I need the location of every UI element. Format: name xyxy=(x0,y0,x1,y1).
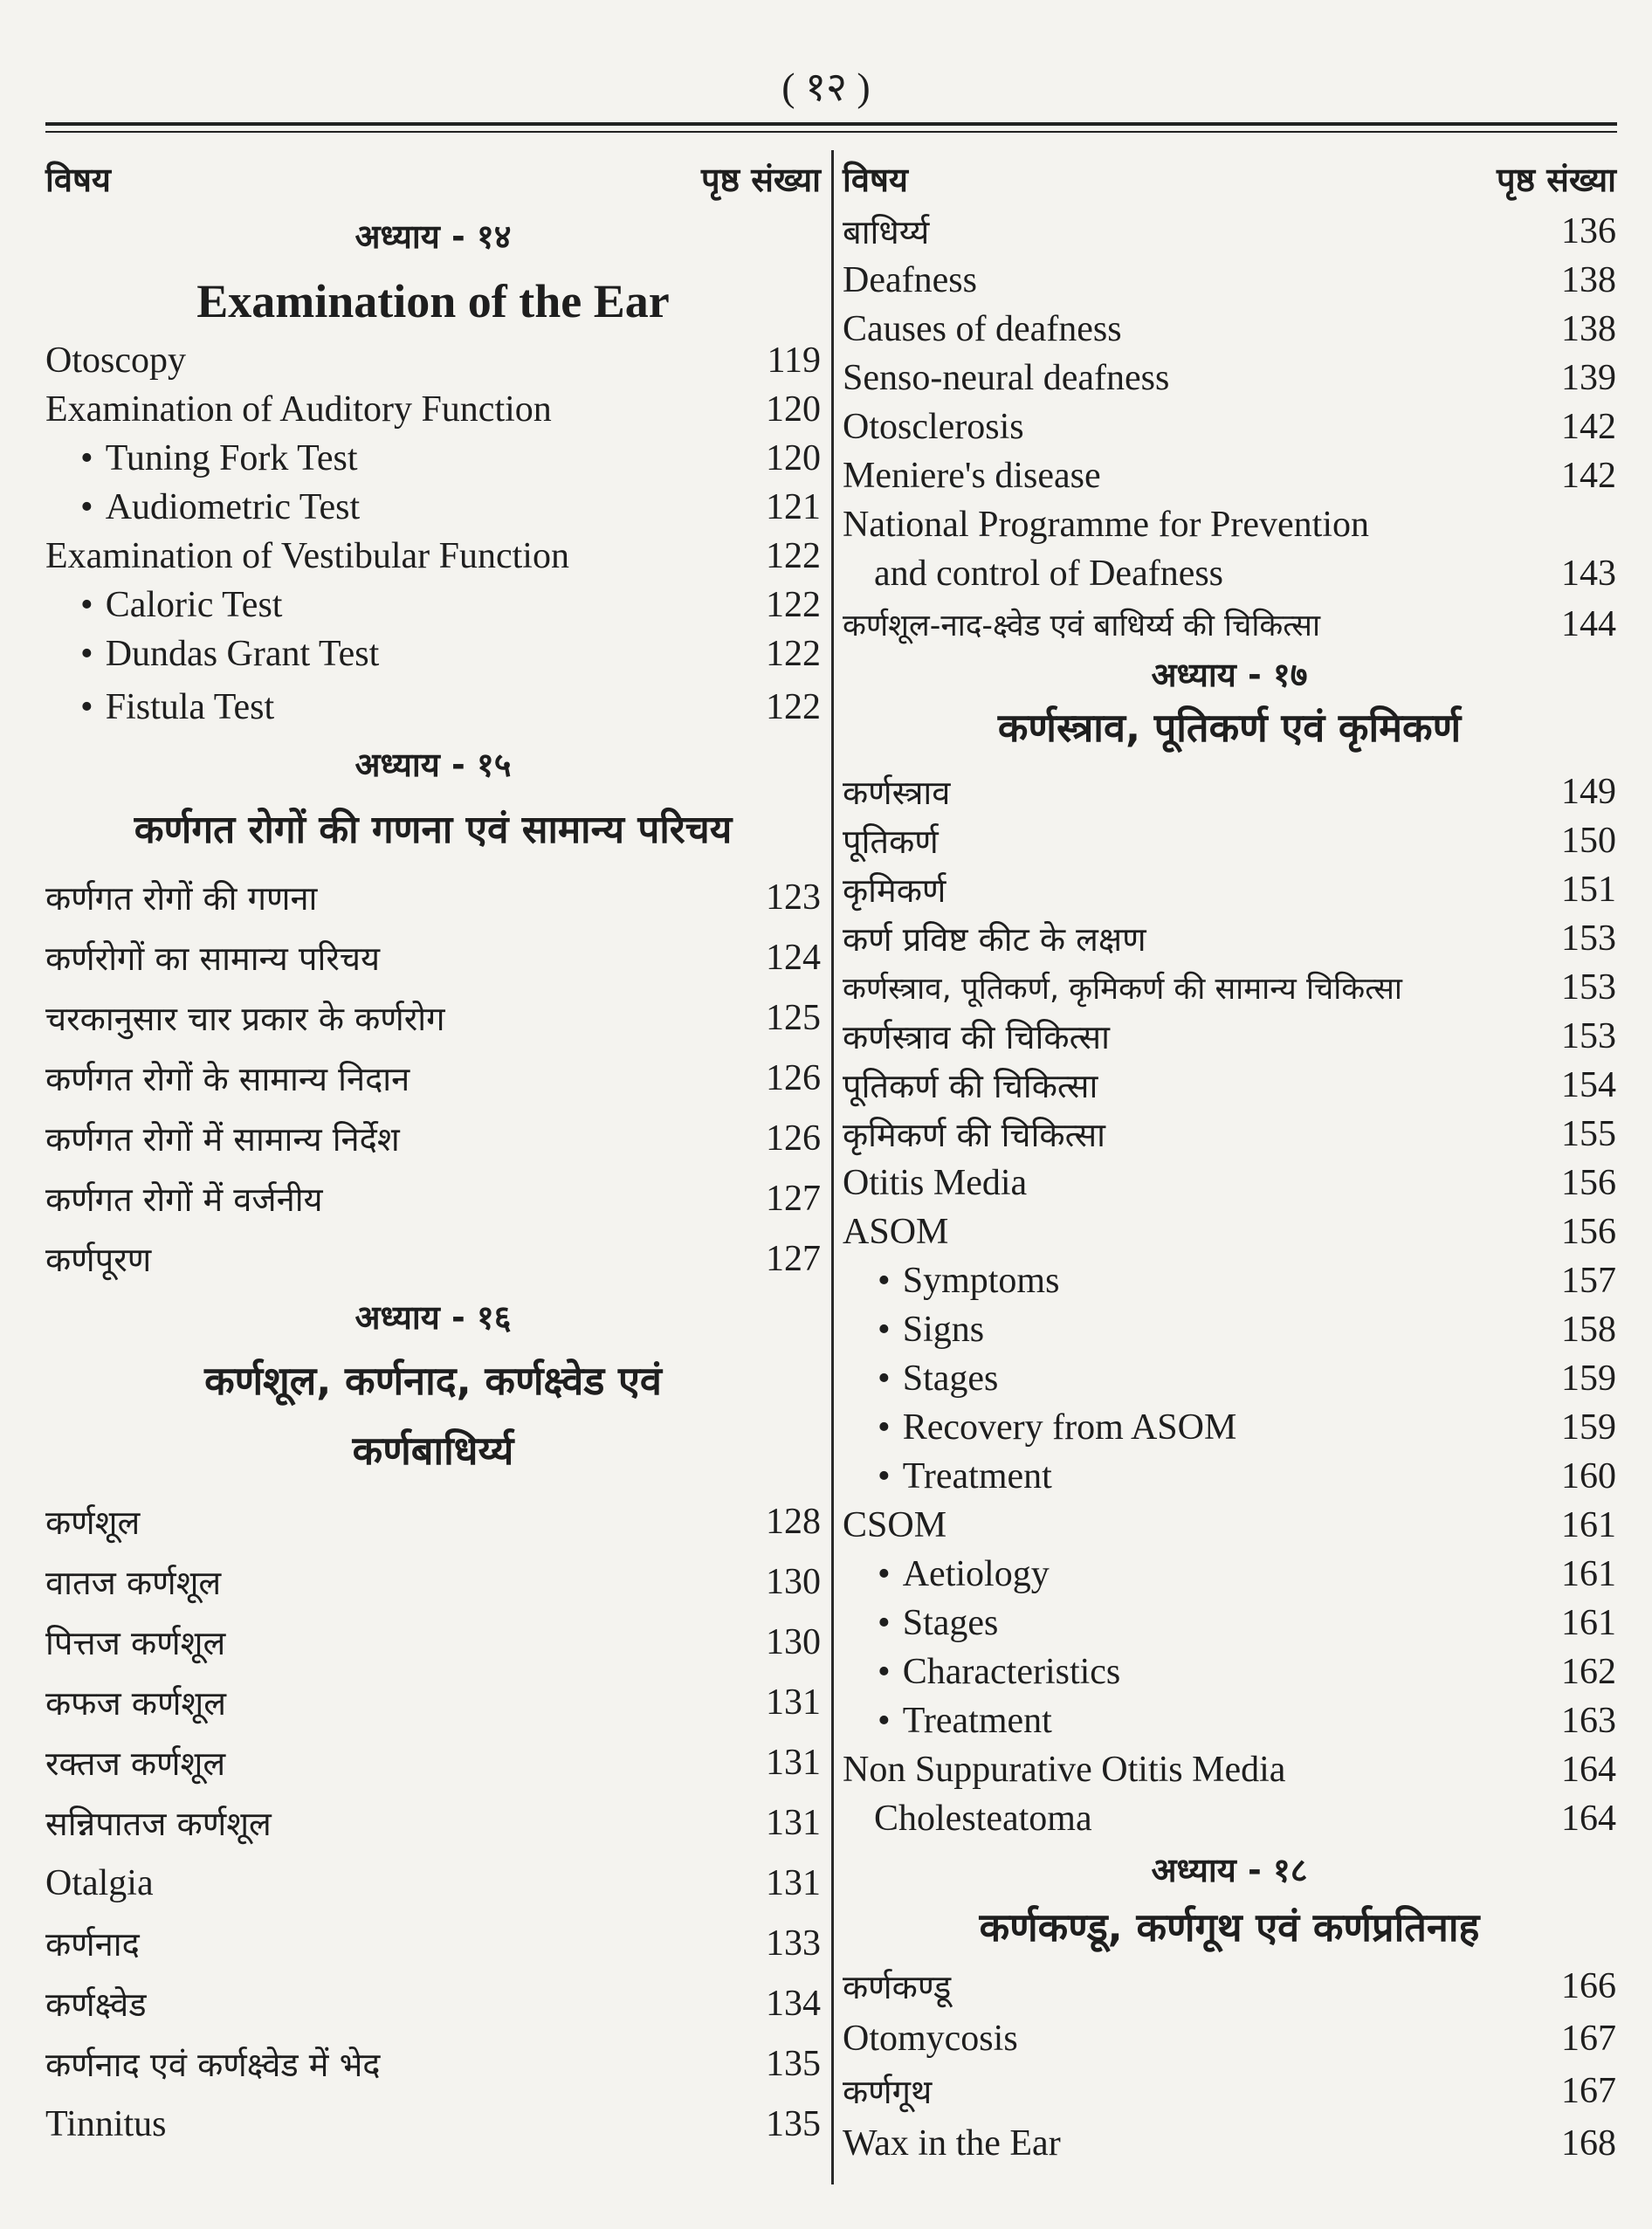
entry-label: CSOM xyxy=(843,1505,947,1545)
entry-page: 128 xyxy=(766,1501,821,1542)
toc-entry xyxy=(843,1696,1616,1745)
toc-entry xyxy=(843,1501,1616,1550)
entry-label: Otoscopy xyxy=(45,341,186,381)
entry-label: पूतिकर्ण xyxy=(843,822,939,861)
toc-entry xyxy=(843,816,1616,865)
entry-page: 122 xyxy=(766,687,821,727)
entry-label: कर्णगत रोगों में सामान्य निर्देश xyxy=(45,1119,400,1159)
entry-label: • Characteristics xyxy=(878,1651,1120,1693)
entry-label: वातज कर्णशूल xyxy=(45,1563,222,1602)
toc-entry xyxy=(45,927,821,987)
page-heading: पृष्ठ संख्या xyxy=(1497,161,1616,199)
toc-entry xyxy=(45,532,821,581)
entry-page: 155 xyxy=(1561,1114,1616,1154)
entry-page: 121 xyxy=(766,487,821,527)
toc-entry xyxy=(843,963,1616,1012)
entry-label: पित्तज कर्णशूल xyxy=(45,1623,226,1662)
entry-page: 167 xyxy=(1561,2019,1616,2059)
entry-page: 158 xyxy=(1561,1310,1616,1350)
entry-label: • Caloric Test xyxy=(80,584,282,626)
entry-page: 131 xyxy=(766,1802,821,1843)
entry-page: 162 xyxy=(1561,1652,1616,1692)
chapter-title: कर्णस्त्राव, पूतिकर्ण एवं कृमिकर्ण xyxy=(997,705,1462,751)
toc-entry xyxy=(843,1403,1616,1452)
toc-entry xyxy=(843,1354,1616,1403)
toc-entry xyxy=(45,678,821,736)
entry-page: 139 xyxy=(1561,358,1616,398)
chapter-heading: अध्याय - १६ xyxy=(354,1298,512,1337)
column-divider xyxy=(831,150,834,2184)
chapter-heading: अध्याय - १८ xyxy=(1151,1851,1308,1889)
subject-heading: विषय xyxy=(45,161,111,199)
entry-label: Meniere's disease xyxy=(843,456,1101,496)
toc-entry xyxy=(45,2094,821,2154)
entry-page: 138 xyxy=(1561,260,1616,300)
entry-label: • Dundas Grant Test xyxy=(80,633,379,675)
entry-label: Deafness xyxy=(843,260,977,300)
entry-page: 168 xyxy=(1561,2123,1616,2164)
entry-page: 164 xyxy=(1561,1799,1616,1839)
entry-label: Wax in the Ear xyxy=(843,2123,1061,2164)
column-header xyxy=(843,153,1616,207)
entry-label: Tinnitus xyxy=(45,2103,167,2144)
entry-page: 150 xyxy=(1561,821,1616,861)
toc-entry xyxy=(843,1648,1616,1696)
chapter-heading: अध्याय - १५ xyxy=(354,746,512,784)
entry-page: 156 xyxy=(1561,1212,1616,1252)
entry-label: चरकानुसार चार प्रकार के कर्णरोग xyxy=(45,999,445,1038)
entry-label: • Symptoms xyxy=(878,1260,1059,1302)
toc-entry xyxy=(45,1048,821,1108)
toc-entry xyxy=(843,1599,1616,1648)
toc-entry xyxy=(843,305,1616,354)
entry-label: पूतिकर्ण की चिकित्सा xyxy=(843,1067,1098,1105)
entry-page: 153 xyxy=(1561,967,1616,1008)
entry-label: कर्णरोगों का सामान्य परिचय xyxy=(45,939,381,978)
entry-label: कर्णनाद xyxy=(45,1924,140,1964)
toc-entry xyxy=(843,1550,1616,1599)
toc-entry xyxy=(843,1159,1616,1207)
entry-label: • Treatment xyxy=(878,1700,1052,1742)
toc-entry xyxy=(45,483,821,532)
right-column xyxy=(843,153,1616,2170)
entry-label: • Stages xyxy=(878,1602,998,1644)
entry-label: Non Suppurative Otitis Media xyxy=(843,1750,1286,1790)
header-rule xyxy=(45,122,1617,126)
toc-entry xyxy=(843,402,1616,451)
entry-label: Otitis Media xyxy=(843,1163,1028,1203)
toc-entry xyxy=(45,1853,821,1913)
toc-entry xyxy=(45,1973,821,2033)
column-header xyxy=(45,153,821,207)
toc-entry xyxy=(45,1228,821,1289)
entry-page: 133 xyxy=(766,1923,821,1964)
entry-label: Otalgia xyxy=(45,1862,154,1903)
toc-entry xyxy=(45,434,821,483)
toc-entry xyxy=(843,1794,1616,1843)
entry-page: 130 xyxy=(766,1561,821,1602)
toc-entry xyxy=(843,767,1616,816)
entry-page: 135 xyxy=(766,2043,821,2084)
entry-label: कर्णगत रोगों में वर्जनीय xyxy=(45,1180,323,1219)
entry-label: Otosclerosis xyxy=(843,407,1024,447)
entry-label: कृमिकर्ण xyxy=(843,871,946,910)
entry-label: • Aetiology xyxy=(878,1553,1050,1595)
entry-label: कर्णस्त्राव, पूतिकर्ण, कृमिकर्ण की सामान्य चिकित्सा xyxy=(843,971,1402,1007)
toc-entry xyxy=(45,1732,821,1792)
toc-entry xyxy=(843,1012,1616,1061)
toc-entry xyxy=(843,1305,1616,1354)
entry-label: • Fistula Test xyxy=(80,686,274,728)
toc-entry xyxy=(843,1061,1616,1110)
entry-label: कर्णपूरण xyxy=(45,1240,152,1279)
toc-entry xyxy=(45,867,821,927)
toc-entry xyxy=(843,207,1616,256)
entry-label: कर्ण प्रविष्ट कीट के लक्षण xyxy=(843,920,1146,959)
entry-page: 149 xyxy=(1561,772,1616,812)
header-rule-thin xyxy=(45,131,1617,133)
entry-page: 131 xyxy=(766,1682,821,1723)
toc-entry xyxy=(45,987,821,1048)
entry-page: 154 xyxy=(1561,1065,1616,1105)
entry-page: 122 xyxy=(766,536,821,576)
toc-entry xyxy=(843,1745,1616,1794)
entry-label: कफज कर्णशूल xyxy=(45,1683,227,1723)
toc-entry xyxy=(843,1452,1616,1501)
entry-label: Otomycosis xyxy=(843,2019,1018,2059)
entry-page: 142 xyxy=(1561,407,1616,447)
entry-page: 130 xyxy=(766,1621,821,1662)
entry-page: 123 xyxy=(766,877,821,918)
entry-page: 166 xyxy=(1561,1966,1616,2006)
toc-entry xyxy=(843,451,1616,500)
entry-label: कर्णस्त्राव की चिकित्सा xyxy=(843,1018,1110,1056)
entry-page: 160 xyxy=(1561,1456,1616,1496)
toc-entry xyxy=(45,629,821,678)
chapter-title-line2: कर्णबाधिर्य्य xyxy=(352,1428,514,1474)
entry-label: Causes of deafness xyxy=(843,309,1122,349)
entry-page: 138 xyxy=(1561,309,1616,349)
entry-label: कर्णगूथ xyxy=(843,2073,933,2111)
entry-label: • Recovery from ASOM xyxy=(878,1407,1236,1448)
entry-page: 143 xyxy=(1561,554,1616,594)
entry-page: 159 xyxy=(1561,1407,1616,1448)
entry-page: 157 xyxy=(1561,1261,1616,1301)
chapter-heading: अध्याय - १७ xyxy=(1151,656,1308,694)
entry-label: ASOM xyxy=(843,1212,949,1252)
toc-entry xyxy=(843,1960,1616,2012)
entry-page: 127 xyxy=(766,1238,821,1279)
entry-label: रक्तज कर्णशूल xyxy=(45,1744,226,1783)
toc-entry xyxy=(843,1256,1616,1305)
entry-page: 153 xyxy=(1561,918,1616,959)
entry-page: 120 xyxy=(766,438,821,478)
toc-entry xyxy=(843,549,1616,598)
entry-page: 136 xyxy=(1561,211,1616,251)
entry-page: 131 xyxy=(766,1742,821,1783)
entry-page: 161 xyxy=(1561,1603,1616,1643)
chapter-heading: अध्याय - १४ xyxy=(354,217,512,256)
entry-label: Cholesteatoma xyxy=(874,1799,1092,1839)
entry-label: कर्णशूल xyxy=(45,1503,141,1542)
toc-entry xyxy=(45,1792,821,1853)
entry-page: 127 xyxy=(766,1178,821,1219)
entry-page: 156 xyxy=(1561,1163,1616,1203)
entry-label: कर्णनाद एवं कर्णक्ष्वेड में भेद xyxy=(45,2045,381,2084)
entry-page: 167 xyxy=(1561,2071,1616,2111)
toc-entry xyxy=(45,1108,821,1168)
toc-entry xyxy=(45,2033,821,2094)
entry-label: सन्निपातज कर्णशूल xyxy=(45,1804,272,1843)
chapter-title: कर्णशूल, कर्णनाद, कर्णक्ष्वेड एवं xyxy=(204,1358,662,1404)
entry-page: 163 xyxy=(1561,1701,1616,1741)
entry-page: 134 xyxy=(766,1983,821,2024)
toc-entry xyxy=(843,256,1616,305)
entry-page: 119 xyxy=(767,341,821,381)
entry-label: बाधिर्य्य xyxy=(843,213,930,251)
entry-page: 126 xyxy=(766,1118,821,1159)
toc-entry xyxy=(45,1491,821,1551)
entry-label: कर्णस्त्राव xyxy=(843,774,951,812)
toc-entry xyxy=(45,1551,821,1612)
toc-entry xyxy=(843,2065,1616,2117)
entry-label: • Stages xyxy=(878,1358,998,1400)
subject-heading: विषय xyxy=(843,161,908,199)
entry-label: कर्णकण्डू xyxy=(843,1968,952,2006)
chapter-title: कर्णकण्डू, कर्णगूथ एवं कर्णप्रतिनाह xyxy=(979,1904,1480,1950)
toc-entry xyxy=(45,1612,821,1672)
entry-page: 120 xyxy=(766,389,821,430)
toc-entry xyxy=(843,1110,1616,1159)
chapter-title: कर्णगत रोगों की गणना एवं सामान्य परिचय xyxy=(134,808,733,852)
entry-label: Examination of Auditory Function xyxy=(45,389,552,430)
entry-label: and control of Deafness xyxy=(874,554,1224,594)
entry-page: 135 xyxy=(766,2103,821,2144)
chapter-title: Examination of the Ear xyxy=(196,275,670,327)
entry-label: • Signs xyxy=(878,1309,984,1351)
toc-entry xyxy=(45,1672,821,1732)
entry-label: • Treatment xyxy=(878,1455,1052,1497)
entry-page: 125 xyxy=(766,997,821,1038)
page-number: ( १२ ) xyxy=(781,65,871,109)
toc-entry xyxy=(45,385,821,434)
entry-label: कर्णगत रोगों की गणना xyxy=(45,878,318,918)
entry-page: 164 xyxy=(1561,1750,1616,1790)
entry-label: कर्णशूल-नाद-क्ष्वेड एवं बाधिर्य्य की चिकित्सा xyxy=(843,608,1321,643)
entry-page: 122 xyxy=(766,634,821,674)
entry-label: Examination of Vestibular Function xyxy=(45,536,569,576)
toc-entry xyxy=(45,581,821,629)
entry-page: 124 xyxy=(766,937,821,978)
entry-page: 151 xyxy=(1561,870,1616,910)
toc-entry xyxy=(45,1913,821,1973)
entry-label: कृमिकर्ण की चिकित्सा xyxy=(843,1116,1105,1154)
toc-entry xyxy=(843,500,1616,549)
entry-page: 142 xyxy=(1561,456,1616,496)
entry-page: 144 xyxy=(1561,604,1616,644)
entry-label: Senso-neural deafness xyxy=(843,358,1170,398)
entry-page: 131 xyxy=(766,1862,821,1903)
entry-page: 122 xyxy=(766,585,821,625)
entry-label: कर्णक्ष्वेड xyxy=(45,1985,147,2024)
toc-entry xyxy=(843,865,1616,914)
toc-entry xyxy=(843,2012,1616,2065)
entry-label: • Tuning Fork Test xyxy=(80,437,358,479)
toc-entry xyxy=(45,1168,821,1228)
entry-page: 161 xyxy=(1561,1505,1616,1545)
toc-entry xyxy=(843,914,1616,963)
toc-entry xyxy=(843,598,1616,650)
entry-page: 161 xyxy=(1561,1554,1616,1594)
toc-entry xyxy=(843,2117,1616,2170)
entry-label: कर्णगत रोगों के सामान्य निदान xyxy=(45,1059,410,1098)
entry-page: 153 xyxy=(1561,1016,1616,1056)
entry-page: 126 xyxy=(766,1057,821,1098)
entry-label: National Programme for Prevention xyxy=(843,505,1370,545)
page-heading: पृष्ठ संख्या xyxy=(701,161,821,199)
toc-entry xyxy=(843,1207,1616,1256)
entry-label: • Audiometric Test xyxy=(80,486,360,528)
toc-entry xyxy=(45,336,821,385)
entry-page: 159 xyxy=(1561,1359,1616,1399)
left-column xyxy=(45,153,821,2154)
toc-entry xyxy=(843,354,1616,402)
